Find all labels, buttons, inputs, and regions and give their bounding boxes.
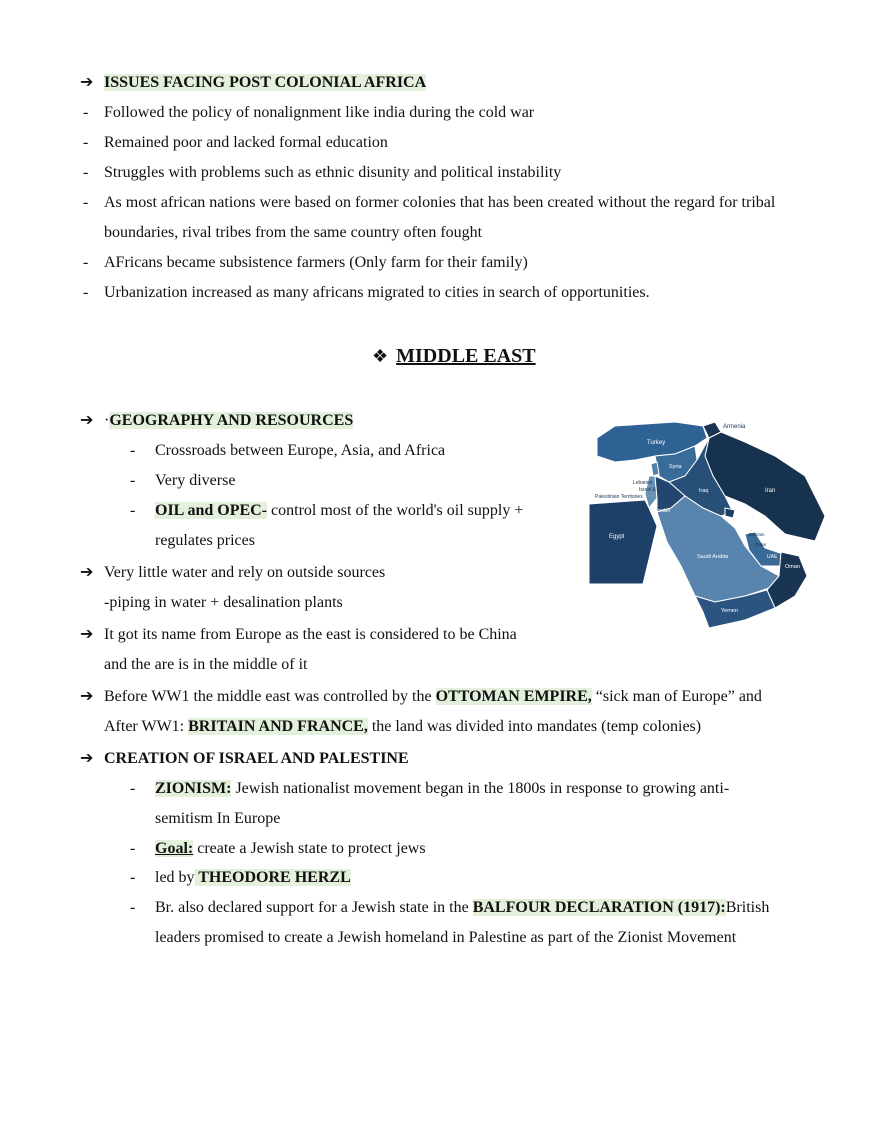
list-item: Very diverse (155, 472, 236, 489)
dash-bullet: - (130, 899, 136, 916)
dash-bullet: - (130, 780, 136, 797)
arrow-icon: ➔ (80, 626, 94, 643)
britain-france-bold: BRITAIN AND FRANCE, (188, 718, 368, 735)
list-item: AFricans became subsistence farmers (Only farm for their family) (104, 254, 528, 271)
section-heading-africa (104, 73, 426, 93)
map-region-egypt (589, 500, 657, 584)
dash-bullet: - (83, 134, 89, 151)
zionism-bold: ZIONISM: (155, 780, 232, 797)
list-item: Urbanization increased as many africans migrated to cities in search of opportunities. (104, 284, 650, 301)
map-label-uae: UAE (767, 554, 778, 560)
list-item: Crossroads between Europe, Asia, and Africa (155, 442, 446, 459)
ww1-line-continuation (104, 717, 701, 737)
balfour-bold: BALFOUR DECLARATION (1917): (472, 899, 726, 916)
arrow-icon: ➔ (80, 750, 94, 767)
led-text: led by (155, 869, 195, 886)
dash-bullet: - (130, 502, 136, 519)
water-line: Very little water and rely on outside sources (104, 564, 386, 581)
list-item: Followed the policy of nonalignment like india during the cold war (104, 104, 535, 121)
goal-text: create a Jewish state to protect jews (193, 840, 426, 857)
list-item: Remained poor and lacked formal education (104, 134, 388, 151)
map-label-saudi: Saudi Arabia (697, 554, 729, 560)
map-label-syria: Syria (669, 464, 682, 470)
geo-prefix: · (104, 412, 110, 429)
map-label-qatar: Qatar (755, 542, 767, 547)
map-label-kuwait: Kuwait (735, 514, 749, 519)
israel-heading: CREATION OF ISRAEL AND PALESTINE (104, 750, 409, 767)
map-label-israel: Israel & (639, 487, 656, 493)
oil-text: control most of the world's oil supply + (267, 502, 524, 519)
title-text: MIDDLE EAST (396, 345, 536, 367)
map-label-jordan: Jordan (655, 508, 671, 514)
dash-bullet: - (130, 869, 136, 886)
map-label-egypt: Egypt (609, 534, 625, 540)
list-item-continuation: boundaries, rival tribes from the same country often fought (104, 224, 483, 241)
ww1-text-d: the land was divided into mandates (temp colonies) (367, 718, 702, 735)
map-label-armenia: Armenia (723, 424, 746, 430)
map-label-iraq: Iraq (699, 488, 709, 494)
dash-bullet: - (83, 194, 89, 211)
name-line: It got its name from Europe as the east is considered to be China (104, 626, 517, 643)
map-label-lebanon: Lebanon (633, 480, 653, 486)
page-title (372, 344, 536, 368)
ww1-line (104, 687, 762, 707)
goal-bold: Goal: (155, 840, 194, 857)
dash-bullet: - (130, 442, 136, 459)
list-item-continuation: regulates prices (155, 532, 255, 549)
map-label-bahrain: Bahrain (749, 532, 765, 537)
dash-bullet: - (83, 104, 89, 121)
map-label-iran: Iran (765, 488, 776, 494)
list-item: Struggles with problems such as ethnic disunity and political instability (104, 164, 562, 181)
map-region-lebanon (651, 462, 659, 476)
list-item-continuation: leaders promised to create a Jewish homeland in Palestine as part of the Zionist Movement (155, 929, 737, 946)
list-item-continuation: semitism In Europe (155, 810, 281, 827)
balfour-text-a: Br. also declared support for a Jewish state in the (155, 899, 473, 916)
heading-text: ISSUES FACING POST COLONIAL AFRICA (104, 74, 427, 91)
map-label-yemen: Yemen (721, 608, 738, 614)
oil-bold: OIL and OPEC- (155, 502, 268, 519)
list-item-herzl (155, 868, 351, 888)
arrow-icon: ➔ (80, 74, 94, 91)
ww1-text-b: “sick man of Europe” and (591, 688, 762, 705)
dash-bullet: - (83, 164, 89, 181)
map-label-turkey: Turkey (647, 440, 666, 446)
list-item-zionism (155, 779, 729, 799)
arrow-icon: ➔ (80, 564, 94, 581)
dash-bullet: - (130, 840, 136, 857)
geo-heading (104, 411, 353, 431)
map-label-oman: Oman (785, 564, 800, 570)
zionism-text: Jewish nationalist movement began in the 1800s in response to growing anti- (231, 780, 730, 797)
list-item-balfour (155, 898, 769, 918)
arrow-icon: ➔ (80, 688, 94, 705)
diamond-icon: ❖ (372, 346, 389, 366)
dash-bullet: - (83, 254, 89, 271)
list-item: As most african nations were based on former colonies that has been created without the regard for tribal (104, 194, 776, 211)
dash-bullet: - (83, 284, 89, 301)
arrow-icon: ➔ (80, 412, 94, 429)
map-label-palestinian: Palestinian Territories (595, 494, 643, 500)
herzl-bold: THEODORE HERZL (194, 869, 351, 886)
balfour-text-b: British (725, 899, 770, 916)
ww1-text-c: After WW1: (104, 718, 189, 735)
list-item-goal (155, 839, 426, 859)
geo-heading-text: GEOGRAPHY AND RESOURCES (109, 412, 354, 429)
dash-bullet: - (130, 472, 136, 489)
ww1-text-a: Before WW1 the middle east was controlled by the (104, 688, 436, 705)
middle-east-map (585, 416, 830, 630)
water-line-continuation: -piping in water + desalination plants (104, 594, 343, 611)
name-line-continuation: and the are is in the middle of it (104, 656, 308, 673)
map-region-kuwait (725, 508, 735, 518)
ottoman-bold: OTTOMAN EMPIRE, (435, 688, 592, 705)
list-item-oil (155, 501, 523, 521)
